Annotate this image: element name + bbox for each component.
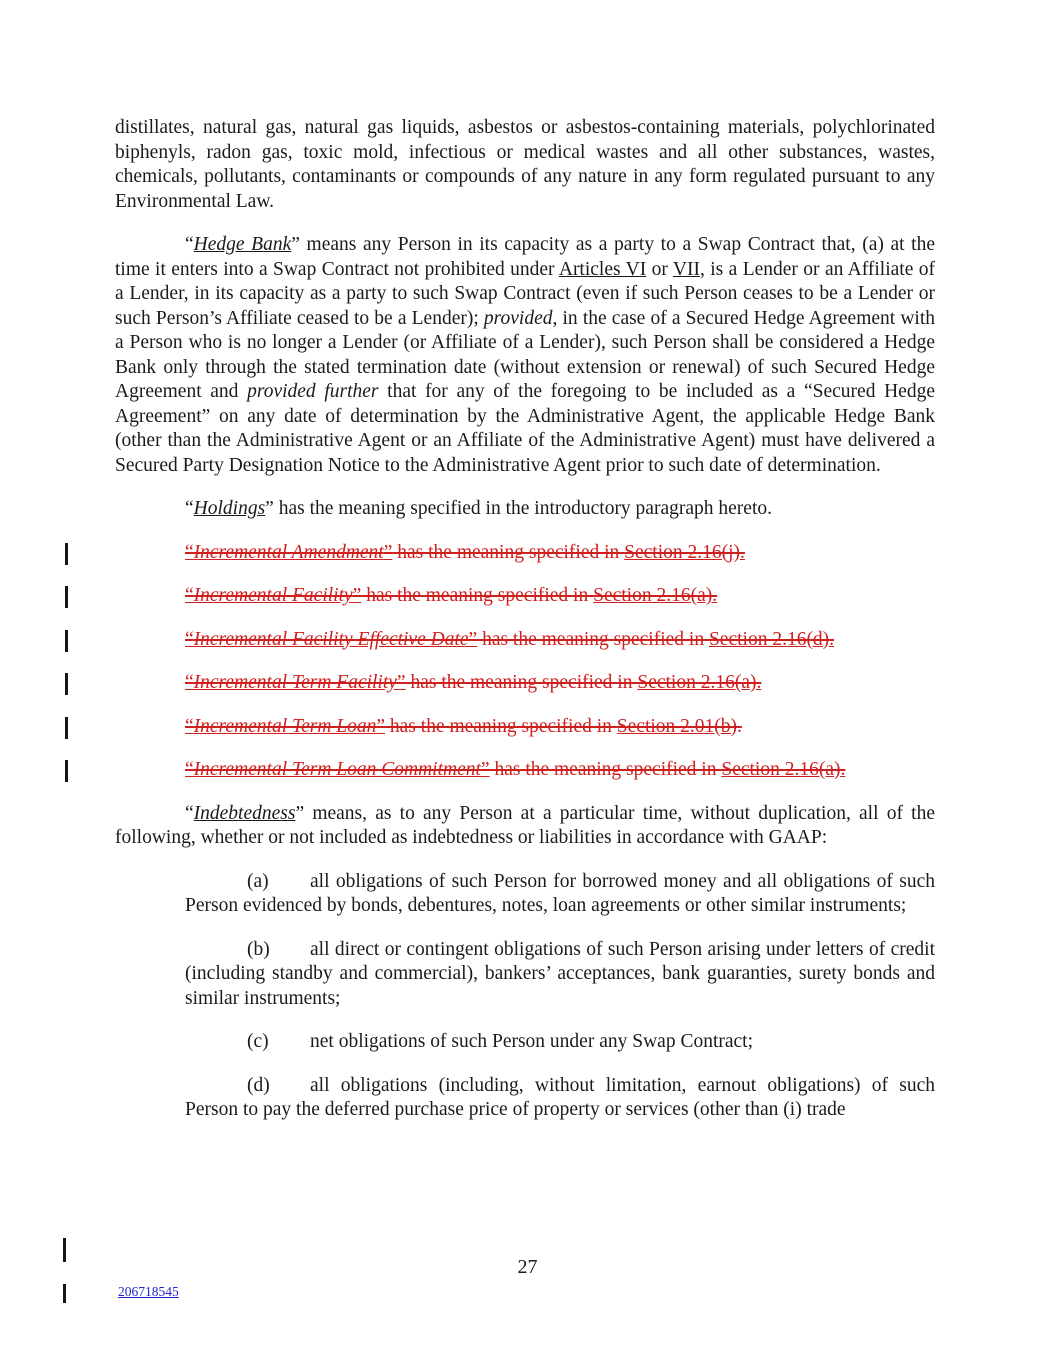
underlined-text: ”: [383, 541, 393, 563]
defined-term: Incremental Term Loan Commitment: [193, 759, 481, 780]
underlined-text: VII: [672, 258, 700, 280]
change-bar: [65, 760, 68, 782]
underlined-text: Section 2.16(d).: [708, 628, 835, 650]
clause-label: (c): [247, 1031, 269, 1052]
defined-term: Incremental Amendment: [193, 541, 384, 563]
defined-term: Incremental Facility: [193, 585, 353, 606]
underlined-text: ”: [396, 672, 406, 693]
underlined-text: Section 2.16(a).: [637, 672, 762, 693]
clause-label: (d): [247, 1074, 270, 1096]
deleted-definition: “Incremental Term Facility” has the meaning specified in Section 2.16(a).: [115, 671, 935, 696]
underlined-text: “: [185, 628, 194, 650]
underlined-text: “: [185, 715, 194, 737]
defined-term: Hedge Bank: [193, 234, 292, 255]
defined-term: Holdings: [193, 498, 266, 519]
change-bar: [65, 586, 68, 608]
underlined-text: ”: [376, 715, 386, 737]
defined-term: Indebtedness: [193, 802, 296, 824]
underlined-text: “: [185, 585, 194, 606]
document-body: [115, 116, 935, 1142]
definition-paragraph: “Holdings” has the meaning specified in the introductory paragraph hereto.: [185, 498, 772, 519]
change-bar: [65, 673, 68, 695]
clause-item: (b) all direct or contingent obligations of such Person arising under letters of credit (including standby and commercial), bankers’ acceptances, bank guaranties, surety bonds and similar instruments;: [185, 938, 935, 1009]
italic-text: provided further: [247, 381, 379, 402]
change-bar: [63, 1284, 66, 1303]
clause-item: (a) all obligations of such Person for borrowed money and all obligations of such Person evidenced by bonds, debentures, notes, loan agreements or other similar instruments;: [185, 870, 935, 916]
underlined-text: ”: [468, 628, 478, 650]
underlined-text: Section 2.16(j).: [624, 541, 745, 563]
underlined-text: ”: [480, 759, 490, 780]
paragraph: distillates, natural gas, natural gas liquids, asbestos or asbestos-containing materials, polychlorinated biphenyls, radon gas, toxic mold, infectious or medical wastes and all other substances, wastes, chemicals, pollutants, contaminants or compounds of any nature in any form regulated pursuant to any Environmental Law.: [115, 117, 935, 212]
underlined-text: Articles VI: [558, 258, 647, 280]
clause-label: (a): [247, 870, 269, 892]
change-bar: [65, 717, 68, 739]
defined-term: Incremental Term Facility: [193, 672, 397, 693]
footer-doc-link[interactable]: 206718545: [118, 1284, 179, 1299]
underlined-text: “: [185, 541, 194, 563]
deleted-definition: “Incremental Facility” has the meaning specified in Section 2.16(a).: [115, 584, 935, 609]
underlined-text: Section 2.16(a).: [721, 759, 846, 780]
deleted-definition: “Incremental Amendment” has the meaning specified in Section 2.16(j).: [115, 541, 935, 566]
change-bar: [63, 1238, 66, 1262]
definition-paragraph: “Indebtedness” means, as to any Person at a particular time, without duplication, all of the following, whether or not included as indebtedness or liabilities in accordance with GAAP:: [115, 802, 935, 848]
deleted-definition: “Incremental Term Loan” has the meaning specified in Section 2.01(b).: [115, 715, 935, 740]
deleted-definition: “Incremental Facility Effective Date” has the meaning specified in Section 2.16(d).: [115, 628, 935, 653]
clause-item: (c) net obligations of such Person under any Swap Contract;: [185, 1030, 935, 1055]
page-number: 27: [517, 1256, 538, 1278]
defined-term: Incremental Facility Effective Date: [193, 628, 469, 650]
deleted-definition: “Incremental Term Loan Commitment” has the meaning specified in Section 2.16(a).: [115, 758, 935, 783]
clause-item: (d) all obligations (including, without limitation, earnout obligations) of such Person to pay the deferred purchase price of property or services (other than (i) trade: [185, 1074, 935, 1120]
clause-label: (b): [247, 938, 270, 960]
underlined-text: “: [185, 759, 194, 780]
underlined-text: ”: [352, 585, 362, 606]
change-bar: [65, 543, 68, 565]
defined-term: Incremental Term Loan: [193, 715, 377, 737]
underlined-text: Section 2.01(b): [616, 715, 738, 737]
change-bar: [65, 630, 68, 652]
italic-text: provided: [483, 307, 553, 329]
underlined-text: “: [185, 672, 194, 693]
definition-paragraph: “Hedge Bank” means any Person in its capacity as a party to a Swap Contract that, (a) at the time it enters into a Swap Contract not prohibited under Articles VI or VII, is a Lender or an Affiliate of a Lender, in its capacity as a party to such Swap Contract (even if such Person ceases to be a Lender or such Person’s Affiliate ceased to be a Lender); provided, in the case of a Secured Hedge Agreement with a Person who is no longer a Lender (or Affiliate of a Lender), such Person shall be considered a Hedge Bank only through the stated termination date (without extension or renewal) of such Secured Hedge Agreement and provided further that for any of the foregoing to be included as a “Secured Hedge Agreement” on any date of determination by the Administrative Agent, the applicable Hedge Bank (other than the Administrative Agent or an Affiliate of the Administrative Agent) must have delivered a Secured Party Designation Notice to the Administrative Agent prior to such date of determination.: [115, 234, 936, 476]
underlined-text: Section 2.16(a).: [593, 585, 718, 606]
